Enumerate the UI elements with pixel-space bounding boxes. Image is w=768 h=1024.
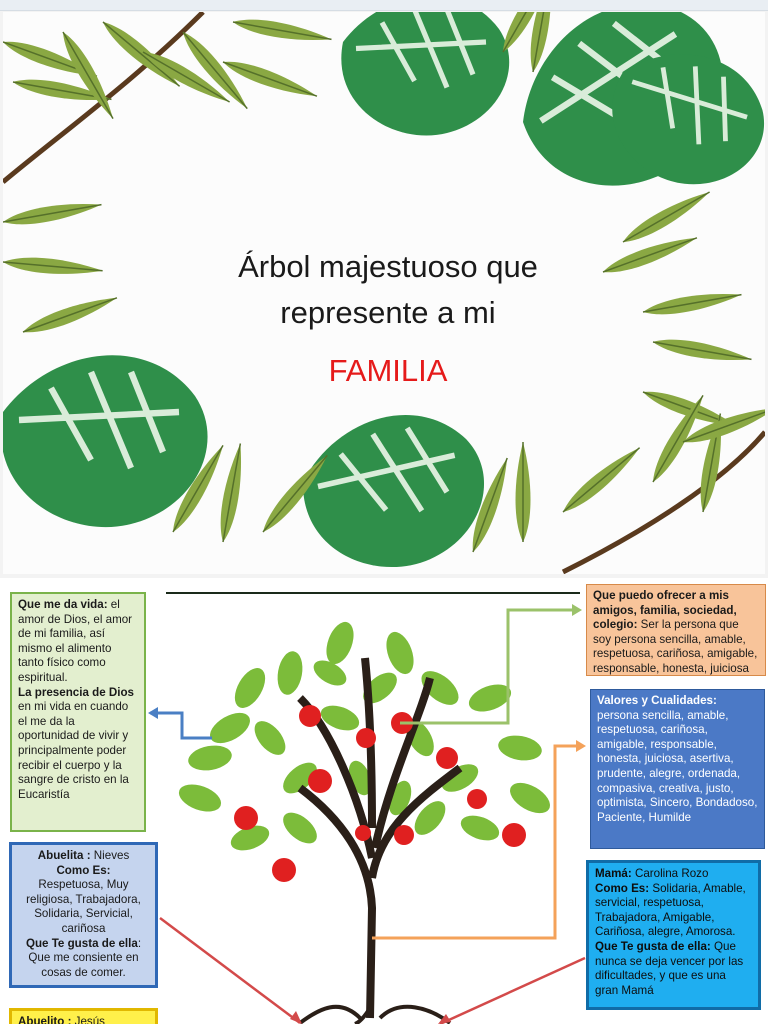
card-valores <box>590 689 765 849</box>
card-dios-heading-2: La presencia de Dios <box>18 685 134 699</box>
card-mama-heading-3: Que Te gusta de ella: <box>595 939 711 953</box>
card-abuelita-heading-2: Como Es: <box>56 863 111 877</box>
card-ofrecer <box>586 584 766 676</box>
card-mama-name: Carolina Rozo <box>631 867 709 880</box>
card-mama <box>586 860 761 1010</box>
card-abuelita-name: Nieves <box>90 849 130 862</box>
card-ofrecer-text: Ser la persona que soy persona sencilla, amable, respetuosa, cariñosa, amigable, responsable, honesta, juiciosa <box>593 618 758 675</box>
card-dios-text-1: el amor de Dios, el amor de mi familia, así mismo el alimento tanto físico como espiritual. <box>18 598 133 684</box>
card-mama-heading: Mamá: <box>595 867 632 880</box>
card-dios-heading-1: Que me da vida: <box>18 598 108 611</box>
card-abuelito-name: Jesús <box>71 1015 105 1024</box>
card-abuelita-text-3: : Que me consiente en cosas de comer. <box>28 936 142 979</box>
title-accent: FAMILIA <box>328 353 448 388</box>
card-valores-heading: Valores y Cualidades: <box>597 694 717 707</box>
slide-family-tree <box>0 578 768 1024</box>
card-abuelito <box>9 1008 158 1024</box>
slide-title-text <box>153 244 623 394</box>
card-abuelita-heading-3: Que Te gusta de ella <box>25 936 138 950</box>
card-dios-text-2: en mi vida en cuando el me da la oportunidad de vivir y principalmente poder recibir el cuerpo y la sangre de cristo en la Eucaristía <box>18 700 129 801</box>
card-valores-text: persona sencilla, amable, respetuosa, cariñosa, amigable, responsable, honesta, juiciosa, asertiva, prudente, alegre, ordenada, compasiva, creativa, justo, optimista, Sincero, Bondadoso, Paciente, Humilde <box>597 708 758 824</box>
title-line-1: Árbol majestuoso que <box>238 249 538 284</box>
card-abuelita-heading: Abuelita : <box>37 849 91 862</box>
card-dios <box>10 592 146 832</box>
viewer-top-bar <box>0 0 768 11</box>
card-abuelito-heading: Abuelito : <box>18 1015 72 1024</box>
card-mama-text-2: Solidaria, Amable, servicial, respetuosa, Trabajadora, Amigable, Cariñosa, alegre, Amorosa. <box>595 881 746 939</box>
card-abuelita-text-2: Respetuosa, Muy religiosa, Trabajadora, Solidaria, Servicial, cariñosa <box>26 878 141 935</box>
monstera-leaf-icon <box>341 12 765 223</box>
title-line-2: represente a mi <box>280 295 496 330</box>
card-ofrecer-heading: Que puedo ofrecer a mis amigos, familia, sociedad, colegio: <box>593 589 737 632</box>
card-mama-heading-2: Como Es: <box>595 881 650 895</box>
card-mama-text-3: Que nunca se deja vencer por las dificultades, y que es una gran Mamá <box>595 939 744 997</box>
slide-title <box>3 12 765 574</box>
card-abuelita <box>9 842 158 988</box>
